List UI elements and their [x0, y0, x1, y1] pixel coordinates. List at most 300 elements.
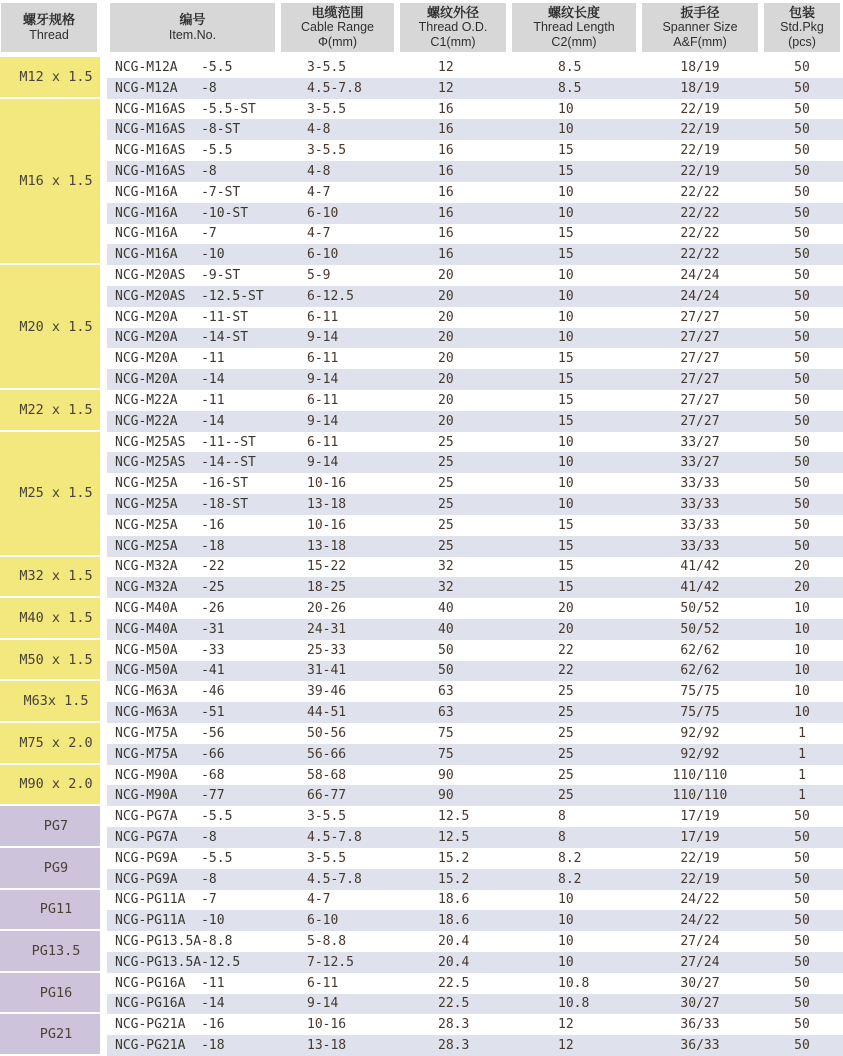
std-pkg-cell: 50: [794, 871, 810, 887]
item-no-cell: NCG-M20A -14: [115, 372, 225, 388]
thread-od-cell: 16: [438, 205, 454, 221]
header-cell-box: [1, 3, 97, 52]
header-cell: [278, 0, 397, 57]
spanner-size-cell: 22/22: [680, 184, 720, 200]
spanner-size-cell: 50/52: [680, 601, 720, 617]
thread-od-cell: 16: [438, 247, 454, 263]
std-pkg-cell: 10: [794, 705, 810, 721]
thread-od-cell: 75: [438, 746, 454, 762]
item-no-cell: NCG-M16AS -5.5-ST: [115, 101, 256, 117]
spanner-size-cell: 33/27: [680, 434, 720, 450]
thread-length-cell: 15: [558, 538, 574, 554]
std-pkg-cell: 50: [794, 934, 810, 950]
thread-length-cell: 15: [558, 372, 574, 388]
header-label-en: Φ(mm): [317, 35, 358, 50]
header-cell-box: [400, 3, 506, 52]
std-pkg-cell: 10: [794, 621, 810, 637]
cable-range-cell: 6-11: [307, 351, 339, 367]
thread-od-cell: 16: [438, 163, 454, 179]
thread-od-cell: 32: [438, 559, 454, 575]
header-label-en: C1(mm): [430, 35, 476, 50]
item-no-cell: NCG-M25A -16-ST: [115, 476, 249, 492]
spanner-size-cell: 75/75: [680, 705, 720, 721]
item-no-cell: NCG-PG13.5A-12.5: [115, 954, 241, 970]
table-row: [107, 931, 843, 952]
item-no-cell: NCG-M16A -7: [115, 226, 217, 242]
std-pkg-cell: 50: [794, 59, 810, 75]
header-label-en: A&F(mm): [673, 35, 727, 50]
thread-group-cell: M75 x 2.0: [0, 723, 100, 763]
item-no-cell: NCG-PG7A -8: [115, 829, 217, 845]
cable-range-cell: 9-14: [307, 996, 339, 1012]
table-row: [107, 869, 843, 890]
std-pkg-cell: 50: [794, 455, 810, 471]
std-pkg-cell: 50: [794, 163, 810, 179]
table-header: [0, 0, 843, 57]
thread-od-cell: 20.4: [438, 934, 470, 950]
cable-range-cell: 3-5.5: [307, 101, 347, 117]
thread-od-cell: 20: [438, 392, 454, 408]
spanner-size-cell: 92/92: [680, 725, 720, 741]
table-row: [107, 286, 843, 307]
thread-length-cell: 10: [558, 496, 574, 512]
table-row: [107, 577, 843, 598]
item-no-cell: NCG-M40A -31: [115, 621, 225, 637]
thread-od-cell: 12.5: [438, 829, 470, 845]
thread-length-cell: 8.2: [558, 850, 582, 866]
spanner-size-cell: 27/24: [680, 934, 720, 950]
thread-od-cell: 12: [438, 80, 454, 96]
spanner-size-cell: 41/42: [680, 559, 720, 575]
thread-length-cell: 10.8: [558, 996, 590, 1012]
thread-group-cell: PG21: [0, 1014, 100, 1054]
thread-group-cell: M90 x 2.0: [0, 765, 100, 805]
table-row: [107, 890, 843, 911]
thread-length-cell: 10: [558, 913, 574, 929]
cable-range-cell: 66-77: [307, 788, 347, 804]
thread-od-cell: 25: [438, 455, 454, 471]
header-cell: [0, 0, 107, 57]
std-pkg-cell: 50: [794, 829, 810, 845]
spanner-size-cell: 110/110: [672, 788, 728, 804]
thread-length-cell: 8.2: [558, 871, 582, 887]
thread-od-cell: 18.6: [438, 892, 470, 908]
cable-range-cell: 9-14: [307, 413, 339, 429]
thread-od-cell: 16: [438, 122, 454, 138]
header-label-zh: 包装: [788, 5, 815, 21]
spanner-size-cell: 30/27: [680, 996, 720, 1012]
spanner-size-cell: 24/24: [680, 268, 720, 284]
std-pkg-cell: 1: [798, 746, 806, 762]
thread-length-cell: 15: [558, 392, 574, 408]
table-row: [107, 452, 843, 473]
item-no-cell: NCG-M75A -56: [115, 725, 225, 741]
header-label-zh: 扳手径: [680, 5, 720, 21]
cable-range-cell: 25-33: [307, 642, 347, 658]
std-pkg-cell: 10: [794, 663, 810, 679]
item-no-cell: NCG-M16A -10: [115, 247, 225, 263]
std-pkg-cell: 20: [794, 580, 810, 596]
thread-length-cell: 15: [558, 143, 574, 159]
std-pkg-cell: 50: [794, 476, 810, 492]
table-row: [107, 661, 843, 682]
std-pkg-cell: 50: [794, 226, 810, 242]
std-pkg-cell: 1: [798, 767, 806, 783]
item-no-cell: NCG-M32A -22: [115, 559, 225, 575]
spanner-size-cell: 22/19: [680, 101, 720, 117]
std-pkg-cell: 50: [794, 205, 810, 221]
table-row: [107, 827, 843, 848]
cable-range-cell: 3-5.5: [307, 143, 347, 159]
spanner-size-cell: 17/19: [680, 809, 720, 825]
spanner-size-cell: 62/62: [680, 663, 720, 679]
header-label-en: Item.No.: [168, 27, 217, 42]
header-cell-box: [281, 3, 394, 52]
item-no-cell: NCG-M22A -14: [115, 413, 225, 429]
std-pkg-cell: 50: [794, 892, 810, 908]
thread-od-cell: 25: [438, 476, 454, 492]
std-pkg-cell: 10: [794, 601, 810, 617]
header-cell-box: [110, 3, 275, 52]
table-row: [107, 473, 843, 494]
thread-length-cell: 10: [558, 101, 574, 117]
table-row: [107, 994, 843, 1015]
thread-length-cell: 10: [558, 434, 574, 450]
table-row: [107, 702, 843, 723]
item-no-cell: NCG-PG11A -10: [115, 913, 225, 929]
spanner-size-cell: 33/27: [680, 455, 720, 471]
thread-length-cell: 10: [558, 934, 574, 950]
table-row: [107, 910, 843, 931]
item-no-cell: NCG-M12A -5.5: [115, 59, 233, 75]
item-no-cell: NCG-PG7A -5.5: [115, 809, 233, 825]
table-row: [107, 244, 843, 265]
item-no-cell: NCG-M75A -66: [115, 746, 225, 762]
header-label-en: Std.Pkg: [780, 20, 824, 35]
table-row: [107, 57, 843, 78]
item-no-cell: NCG-M25AS -14--ST: [115, 455, 256, 471]
std-pkg-cell: 50: [794, 434, 810, 450]
spanner-size-cell: 36/33: [680, 1038, 720, 1054]
table-row: [107, 640, 843, 661]
table-row: [107, 78, 843, 99]
spanner-size-cell: 30/27: [680, 975, 720, 991]
thread-length-cell: 12: [558, 1038, 574, 1054]
spanner-size-cell: 27/24: [680, 954, 720, 970]
cable-range-cell: 58-68: [307, 767, 347, 783]
std-pkg-cell: 50: [794, 809, 810, 825]
cable-range-cell: 4-8: [307, 122, 331, 138]
cable-range-cell: 18-25: [307, 580, 347, 596]
thread-length-cell: 15: [558, 226, 574, 242]
thread-od-cell: 12.5: [438, 809, 470, 825]
cable-range-cell: 20-26: [307, 601, 347, 617]
thread-length-cell: 8: [558, 809, 566, 825]
cable-range-cell: 6-10: [307, 247, 339, 263]
item-no-cell: NCG-M50A -33: [115, 642, 225, 658]
table-row: [107, 328, 843, 349]
item-no-cell: NCG-M16A -7-ST: [115, 184, 241, 200]
table-row: [107, 952, 843, 973]
thread-length-cell: 15: [558, 163, 574, 179]
spanner-size-cell: 17/19: [680, 829, 720, 845]
std-pkg-cell: 1: [798, 725, 806, 741]
cable-range-cell: 44-51: [307, 705, 347, 721]
thread-od-cell: 16: [438, 143, 454, 159]
thread-od-cell: 25: [438, 496, 454, 512]
cable-range-cell: 6-11: [307, 975, 339, 991]
item-no-cell: NCG-M12A -8: [115, 80, 217, 96]
thread-length-cell: 15: [558, 413, 574, 429]
spanner-size-cell: 27/27: [680, 413, 720, 429]
cable-range-cell: 9-14: [307, 330, 339, 346]
std-pkg-cell: 50: [794, 538, 810, 554]
spanner-size-cell: 62/62: [680, 642, 720, 658]
table-row: [107, 432, 843, 453]
table-row: [107, 785, 843, 806]
item-no-cell: NCG-M16AS -8-ST: [115, 122, 241, 138]
header-label-zh: 螺纹外径: [426, 5, 479, 21]
thread-od-cell: 15.2: [438, 850, 470, 866]
table-row: [107, 557, 843, 578]
item-no-cell: NCG-M25AS -11--ST: [115, 434, 256, 450]
item-no-cell: NCG-M22A -11: [115, 392, 225, 408]
item-no-cell: NCG-PG16A -14: [115, 996, 225, 1012]
table-row: [107, 348, 843, 369]
cable-range-cell: 39-46: [307, 684, 347, 700]
thread-od-cell: 22.5: [438, 975, 470, 991]
header-cell: [107, 0, 278, 57]
spanner-size-cell: 50/52: [680, 621, 720, 637]
thread-od-cell: 25: [438, 517, 454, 533]
table-row: [107, 494, 843, 515]
item-no-cell: NCG-M20AS -12.5-ST: [115, 288, 264, 304]
item-no-cell: NCG-M32A -25: [115, 580, 225, 596]
thread-length-cell: 10.8: [558, 975, 590, 991]
thread-length-cell: 10: [558, 268, 574, 284]
item-no-cell: NCG-M25A -18: [115, 538, 225, 554]
thread-od-cell: 20: [438, 351, 454, 367]
spanner-size-cell: 41/42: [680, 580, 720, 596]
thread-length-cell: 10: [558, 330, 574, 346]
cable-range-cell: 13-18: [307, 1038, 347, 1054]
cable-range-cell: 4-7: [307, 892, 331, 908]
std-pkg-cell: 10: [794, 642, 810, 658]
item-no-cell: NCG-PG9A -8: [115, 871, 217, 887]
header-cell-box: [512, 3, 636, 52]
header-label-en: Thread: [29, 27, 69, 42]
header-cell-box: [642, 3, 758, 52]
spanner-size-cell: 33/33: [680, 496, 720, 512]
thread-length-cell: 10: [558, 184, 574, 200]
spanner-size-cell: 92/92: [680, 746, 720, 762]
table-body: [0, 57, 843, 1056]
thread-length-cell: 10: [558, 309, 574, 325]
thread-length-cell: 20: [558, 621, 574, 637]
cable-range-cell: 13-18: [307, 496, 347, 512]
table-row: [107, 806, 843, 827]
table-row: [107, 619, 843, 640]
cable-range-cell: 6-11: [307, 392, 339, 408]
cable-range-cell: 5-9: [307, 268, 331, 284]
cable-range-cell: 4-7: [307, 184, 331, 200]
cable-range-cell: 31-41: [307, 663, 347, 679]
std-pkg-cell: 50: [794, 247, 810, 263]
thread-length-cell: 15: [558, 559, 574, 575]
spanner-size-cell: 22/19: [680, 871, 720, 887]
item-no-cell: NCG-PG21A -16: [115, 1017, 225, 1033]
table-row: [107, 973, 843, 994]
std-pkg-cell: 1: [798, 788, 806, 804]
std-pkg-cell: 50: [794, 975, 810, 991]
std-pkg-cell: 50: [794, 184, 810, 200]
header-cell: [397, 0, 509, 57]
item-no-cell: NCG-PG11A -7: [115, 892, 217, 908]
table-row: [107, 140, 843, 161]
spanner-size-cell: 24/22: [680, 892, 720, 908]
item-no-cell: NCG-PG13.5A-8.8: [115, 934, 233, 950]
std-pkg-cell: 20: [794, 559, 810, 575]
thread-length-cell: 22: [558, 642, 574, 658]
std-pkg-cell: 50: [794, 850, 810, 866]
table-row: [107, 744, 843, 765]
spanner-size-cell: 27/27: [680, 372, 720, 388]
item-no-cell: NCG-M40A -26: [115, 601, 225, 617]
thread-length-cell: 15: [558, 351, 574, 367]
std-pkg-cell: 50: [794, 101, 810, 117]
cable-range-cell: 56-66: [307, 746, 347, 762]
spanner-size-cell: 27/27: [680, 309, 720, 325]
thread-group-cell: PG9: [0, 848, 100, 888]
std-pkg-cell: 50: [794, 913, 810, 929]
item-no-cell: NCG-M90A -77: [115, 788, 225, 804]
thread-od-cell: 15.2: [438, 871, 470, 887]
table-row: [107, 119, 843, 140]
std-pkg-cell: 50: [794, 1038, 810, 1054]
table-row: [107, 598, 843, 619]
header-label-en: C2(mm): [551, 35, 597, 50]
thread-group-cell: PG11: [0, 890, 100, 930]
thread-od-cell: 28.3: [438, 1038, 470, 1054]
thread-length-cell: 10: [558, 122, 574, 138]
item-no-cell: NCG-M20AS -9-ST: [115, 268, 241, 284]
spanner-size-cell: 36/33: [680, 1017, 720, 1033]
header-label-zh: 电缆范围: [311, 5, 364, 21]
header-label-zh: 编号: [179, 12, 206, 28]
cable-range-cell: 6-12.5: [307, 288, 354, 304]
std-pkg-cell: 50: [794, 288, 810, 304]
thread-od-cell: 16: [438, 226, 454, 242]
table-row: [107, 515, 843, 536]
table-row: [107, 390, 843, 411]
item-no-cell: NCG-M20A -11: [115, 351, 225, 367]
cable-range-cell: 4.5-7.8: [307, 829, 362, 845]
table-row: [107, 1035, 843, 1056]
thread-od-cell: 32: [438, 580, 454, 596]
header-label-en: Cable Range: [301, 20, 374, 35]
spanner-size-cell: 33/33: [680, 538, 720, 554]
thread-group-column: [0, 57, 107, 1056]
thread-group-cell: M50 x 1.5: [0, 640, 100, 680]
thread-od-cell: 25: [438, 434, 454, 450]
thread-od-cell: 12: [438, 59, 454, 75]
std-pkg-cell: 50: [794, 309, 810, 325]
thread-group-cell: M12 x 1.5: [0, 57, 100, 97]
thread-od-cell: 25: [438, 538, 454, 554]
thread-group-cell: M20 x 1.5: [0, 265, 100, 388]
table-row: [107, 161, 843, 182]
cable-range-cell: 10-16: [307, 517, 347, 533]
thread-od-cell: 20: [438, 268, 454, 284]
std-pkg-cell: 50: [794, 996, 810, 1012]
header-cell: [761, 0, 843, 57]
header-label-zh: 螺纹长度: [547, 5, 600, 21]
table-row: [107, 536, 843, 557]
header-label-en: Thread O.D.: [418, 20, 488, 35]
cable-range-cell: 4-7: [307, 226, 331, 242]
thread-od-cell: 50: [438, 663, 454, 679]
thread-group-cell: PG16: [0, 973, 100, 1013]
thread-length-cell: 25: [558, 725, 574, 741]
thread-length-cell: 25: [558, 788, 574, 804]
std-pkg-cell: 50: [794, 413, 810, 429]
header-label-zh: 螺牙规格: [22, 12, 75, 28]
spanner-size-cell: 18/19: [680, 59, 720, 75]
thread-od-cell: 18.6: [438, 913, 470, 929]
thread-length-cell: 15: [558, 247, 574, 263]
spanner-size-cell: 22/19: [680, 122, 720, 138]
spanner-size-cell: 22/22: [680, 205, 720, 221]
thread-od-cell: 28.3: [438, 1017, 470, 1033]
item-no-cell: NCG-PG9A -5.5: [115, 850, 233, 866]
item-no-cell: NCG-M25A -18-ST: [115, 496, 249, 512]
cable-range-cell: 3-5.5: [307, 809, 347, 825]
thread-length-cell: 22: [558, 663, 574, 679]
std-pkg-cell: 50: [794, 496, 810, 512]
thread-group-cell: M25 x 1.5: [0, 432, 100, 555]
cable-range-cell: 4.5-7.8: [307, 871, 362, 887]
spanner-size-cell: 22/19: [680, 163, 720, 179]
std-pkg-cell: 50: [794, 1017, 810, 1033]
thread-od-cell: 40: [438, 601, 454, 617]
thread-length-cell: 10: [558, 892, 574, 908]
table-row: [107, 265, 843, 286]
std-pkg-cell: 50: [794, 268, 810, 284]
thread-length-cell: 8.5: [558, 59, 582, 75]
spanner-size-cell: 24/22: [680, 913, 720, 929]
thread-od-cell: 90: [438, 788, 454, 804]
header-cell: [639, 0, 761, 57]
std-pkg-cell: 50: [794, 517, 810, 533]
cable-range-cell: 9-14: [307, 372, 339, 388]
cable-range-cell: 7-12.5: [307, 954, 354, 970]
thread-length-cell: 8: [558, 829, 566, 845]
thread-group-cell: M22 x 1.5: [0, 390, 100, 430]
thread-group-cell: M40 x 1.5: [0, 598, 100, 638]
thread-length-cell: 10: [558, 205, 574, 221]
thread-length-cell: 25: [558, 705, 574, 721]
thread-length-cell: 25: [558, 684, 574, 700]
header-label-en: Thread Length: [533, 20, 615, 35]
thread-length-cell: 15: [558, 517, 574, 533]
cable-range-cell: 3-5.5: [307, 850, 347, 866]
cable-range-cell: 50-56: [307, 725, 347, 741]
cable-range-cell: 4-8: [307, 163, 331, 179]
item-no-cell: NCG-PG21A -18: [115, 1038, 225, 1054]
thread-od-cell: 16: [438, 184, 454, 200]
header-cell-box: [764, 3, 840, 52]
thread-length-cell: 10: [558, 288, 574, 304]
